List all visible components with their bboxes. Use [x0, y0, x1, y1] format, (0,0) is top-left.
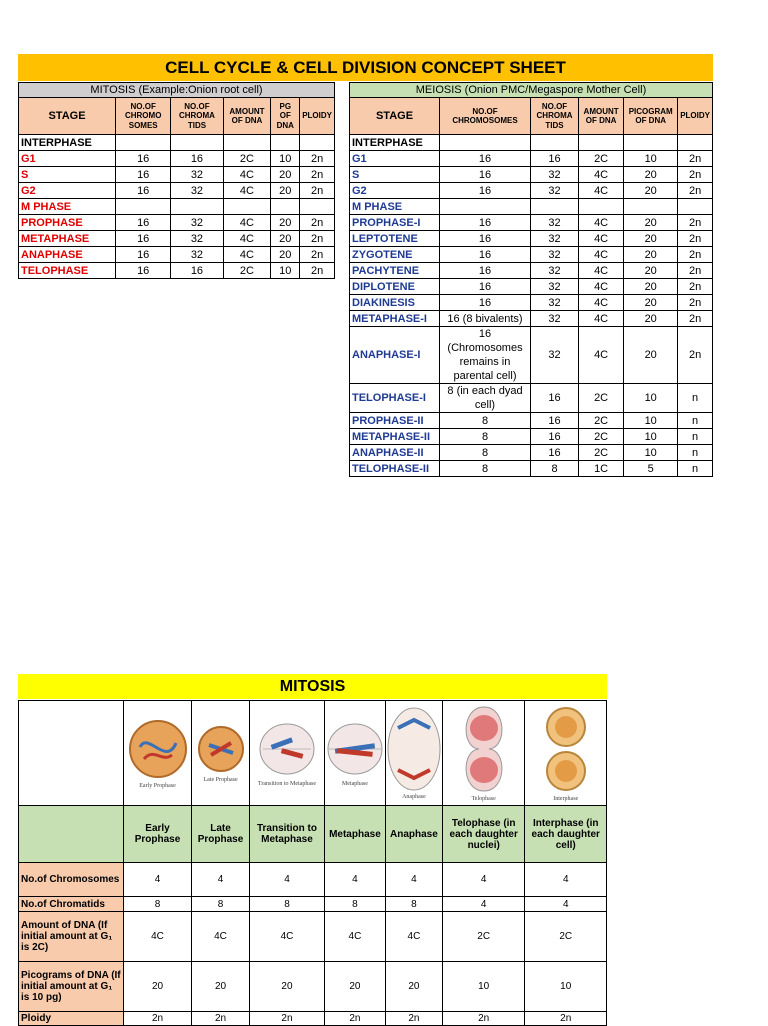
value-cell: 16: [440, 231, 531, 247]
stage-image-cell: [525, 701, 607, 806]
value-cell: [624, 199, 678, 215]
value-cell: 4C: [579, 279, 624, 295]
stage-cell: G2: [350, 183, 440, 199]
value-cell: 2n: [300, 263, 335, 279]
value-cell: 16: [116, 183, 171, 199]
value-cell: 16: [531, 413, 579, 429]
stage-label: Early Prophase: [124, 806, 192, 863]
value-cell: 20: [624, 231, 678, 247]
table-row: [19, 151, 335, 167]
value-cell: [300, 199, 335, 215]
stage-cell: S: [350, 167, 440, 183]
value-cell: 2n: [300, 167, 335, 183]
value-cell: n: [678, 429, 713, 445]
stage-cell: S: [19, 167, 116, 183]
value-cell: 8: [440, 429, 531, 445]
value-cell: 32: [531, 327, 579, 384]
value-cell: [440, 199, 531, 215]
stage-label: Interphase (in each daughter cell): [525, 806, 607, 863]
value-cell: 8: [440, 461, 531, 477]
stage-label: Transition to Metaphase: [250, 806, 325, 863]
value-cell: 10: [624, 413, 678, 429]
col-dna: AMOUNT OF DNA: [579, 98, 624, 135]
stage-cell: PACHYTENE: [350, 263, 440, 279]
value-cell: 20: [624, 295, 678, 311]
value-cell: 2n: [678, 167, 713, 183]
table-row: [19, 863, 607, 897]
value-cell: [531, 135, 579, 151]
table-row: [350, 445, 713, 461]
value-cell: 20: [624, 183, 678, 199]
col-stage: STAGE: [350, 98, 440, 135]
value-cell: 4: [442, 897, 525, 912]
table-row: [19, 912, 607, 962]
value-cell: 32: [531, 263, 579, 279]
value-cell: 16: [116, 215, 171, 231]
value-cell: 2n: [678, 327, 713, 384]
early-prophase-cell-icon: [124, 701, 191, 805]
stage-label: Telophase (in each daughter nuclei): [442, 806, 525, 863]
stage-cell: G1: [350, 151, 440, 167]
value-cell: 2n: [324, 1012, 385, 1026]
col-chromatids: NO.OF CHROMA TIDS: [531, 98, 579, 135]
value-cell: 16: [531, 384, 579, 413]
stage-image-cell: [442, 701, 525, 806]
value-cell: 2n: [300, 231, 335, 247]
table-row: [350, 231, 713, 247]
value-cell: 32: [531, 311, 579, 327]
value-cell: 2C: [579, 413, 624, 429]
value-cell: 4: [525, 863, 607, 897]
stage-cell: M PHASE: [19, 199, 116, 215]
value-cell: 32: [171, 167, 223, 183]
value-cell: 32: [531, 279, 579, 295]
table-row: [350, 413, 713, 429]
value-cell: 20: [271, 247, 300, 263]
value-cell: [579, 135, 624, 151]
value-cell: 32: [531, 231, 579, 247]
value-cell: 20: [624, 279, 678, 295]
stage-image-cell: [250, 701, 325, 806]
value-cell: 16: [531, 151, 579, 167]
value-cell: n: [678, 384, 713, 413]
table-row: [19, 199, 335, 215]
value-cell: 4C: [223, 167, 271, 183]
value-cell: 16 (Chromosomes remains in parental cell): [440, 327, 531, 384]
stage-cell: PROPHASE-I: [350, 215, 440, 231]
value-cell: 2C: [442, 912, 525, 962]
value-cell: 16: [171, 151, 223, 167]
value-cell: 4C: [579, 247, 624, 263]
col-chromatids: NO.OF CHROMA TIDS: [171, 98, 223, 135]
value-cell: 8: [250, 897, 325, 912]
value-cell: 16: [171, 263, 223, 279]
value-cell: 10: [442, 962, 525, 1012]
value-cell: 16: [440, 279, 531, 295]
value-cell: 4C: [579, 311, 624, 327]
value-cell: [440, 135, 531, 151]
image-caption: Interphase: [553, 796, 579, 802]
mitosis-table: [18, 82, 335, 279]
value-cell: n: [678, 461, 713, 477]
value-cell: 4C: [223, 231, 271, 247]
value-cell: 32: [531, 295, 579, 311]
value-cell: [678, 199, 713, 215]
value-cell: 16: [116, 167, 171, 183]
stage-cell: DIPLOTENE: [350, 279, 440, 295]
value-cell: 2n: [678, 183, 713, 199]
value-cell: 2n: [678, 231, 713, 247]
col-chromosomes: NO.OF CHROMO SOMES: [116, 98, 171, 135]
table-row: [350, 167, 713, 183]
value-cell: 20: [192, 962, 250, 1012]
table-row: [19, 1012, 607, 1026]
value-cell: 2n: [385, 1012, 442, 1026]
mitosis-figure-table: [18, 700, 607, 1026]
value-cell: 32: [171, 247, 223, 263]
value-cell: 20: [271, 183, 300, 199]
table-row: [350, 295, 713, 311]
value-cell: 8: [124, 897, 192, 912]
value-cell: 4C: [223, 215, 271, 231]
value-cell: 16: [116, 231, 171, 247]
row-label: No.of Chromatids: [19, 897, 124, 912]
table-row: [350, 384, 713, 413]
value-cell: 2n: [678, 311, 713, 327]
value-cell: 2n: [442, 1012, 525, 1026]
col-pg: PICOGRAM OF DNA: [624, 98, 678, 135]
table-row: [19, 247, 335, 263]
col-chromosomes: NO.OF CHROMOSOMES: [440, 98, 531, 135]
table-row: [350, 263, 713, 279]
value-cell: 2n: [678, 215, 713, 231]
value-cell: [271, 199, 300, 215]
value-cell: [678, 135, 713, 151]
row-label: Picograms of DNA (If initial amount at G₁ is 10 pg): [19, 962, 124, 1012]
col-stage: STAGE: [19, 98, 116, 135]
value-cell: 4C: [579, 263, 624, 279]
late-prophase-cell-icon: [192, 701, 249, 805]
value-cell: [171, 135, 223, 151]
stage-cell: INTERPHASE: [19, 135, 116, 151]
value-cell: 20: [624, 327, 678, 384]
value-cell: 16: [531, 429, 579, 445]
value-cell: 8: [440, 445, 531, 461]
value-cell: 4: [525, 897, 607, 912]
stage-cell: PROPHASE: [19, 215, 116, 231]
value-cell: 2n: [678, 247, 713, 263]
value-cell: 8: [531, 461, 579, 477]
value-cell: 16: [116, 151, 171, 167]
col-ploidy: PLOIDY: [678, 98, 713, 135]
value-cell: 16: [440, 295, 531, 311]
interphase-cell-icon: [525, 701, 606, 805]
telophase-cell-icon: [443, 701, 525, 805]
stage-cell: ANAPHASE-II: [350, 445, 440, 461]
value-cell: 4C: [223, 247, 271, 263]
value-cell: 4C: [579, 327, 624, 384]
value-cell: 4: [324, 863, 385, 897]
image-caption: Metaphase: [341, 781, 368, 787]
col-pg: PG OF DNA: [271, 98, 300, 135]
value-cell: 2n: [124, 1012, 192, 1026]
value-cell: n: [678, 413, 713, 429]
value-cell: 20: [250, 962, 325, 1012]
corner-cell: [19, 701, 124, 806]
value-cell: 2n: [678, 263, 713, 279]
value-cell: 10: [624, 445, 678, 461]
value-cell: 2C: [525, 912, 607, 962]
stage-cell: TELOPHASE-II: [350, 461, 440, 477]
table-row: [19, 897, 607, 912]
value-cell: 4C: [192, 912, 250, 962]
value-cell: 2C: [579, 445, 624, 461]
value-cell: 32: [531, 183, 579, 199]
value-cell: 20: [124, 962, 192, 1012]
anaphase-cell-icon: [386, 701, 442, 805]
row-label: Amount of DNA (If initial amount at G₁ is 2C): [19, 912, 124, 962]
mitosis-figure-title: MITOSIS: [18, 674, 607, 699]
value-cell: 2n: [300, 215, 335, 231]
table-row: [19, 183, 335, 199]
stage-cell: DIAKINESIS: [350, 295, 440, 311]
table-row: [19, 263, 335, 279]
value-cell: 32: [171, 215, 223, 231]
table-row: [350, 151, 713, 167]
value-cell: 2n: [300, 247, 335, 263]
stage-cell: G1: [19, 151, 116, 167]
stage-cell: M PHASE: [350, 199, 440, 215]
value-cell: 16: [440, 183, 531, 199]
value-cell: [531, 199, 579, 215]
value-cell: [116, 135, 171, 151]
value-cell: 16: [116, 263, 171, 279]
value-cell: 20: [385, 962, 442, 1012]
value-cell: 2n: [250, 1012, 325, 1026]
value-cell: 4: [192, 863, 250, 897]
value-cell: 2n: [678, 279, 713, 295]
value-cell: 4: [385, 863, 442, 897]
stage-cell: LEPTOTENE: [350, 231, 440, 247]
value-cell: 16: [440, 151, 531, 167]
stage-cell: INTERPHASE: [350, 135, 440, 151]
value-cell: 4C: [250, 912, 325, 962]
col-ploidy: PLOIDY: [300, 98, 335, 135]
value-cell: 2n: [192, 1012, 250, 1026]
value-cell: [579, 199, 624, 215]
value-cell: 32: [171, 183, 223, 199]
table-row: [350, 461, 713, 477]
stage-image-cell: [385, 701, 442, 806]
value-cell: 32: [531, 215, 579, 231]
value-cell: 2C: [223, 263, 271, 279]
row-label: Ploidy: [19, 1012, 124, 1026]
table-row: [19, 167, 335, 183]
value-cell: 20: [624, 247, 678, 263]
value-cell: 10: [624, 384, 678, 413]
value-cell: 2n: [300, 151, 335, 167]
value-cell: 8: [192, 897, 250, 912]
value-cell: [223, 199, 271, 215]
table-row: [350, 199, 713, 215]
value-cell: 4: [442, 863, 525, 897]
value-cell: 20: [624, 311, 678, 327]
table-row: [350, 183, 713, 199]
mitosis-heading: MITOSIS (Example:Onion root cell): [19, 83, 335, 98]
stage-image-cell: [324, 701, 385, 806]
table-row: [350, 429, 713, 445]
value-cell: [116, 199, 171, 215]
value-cell: [300, 135, 335, 151]
stage-label: Metaphase: [324, 806, 385, 863]
value-cell: 10: [525, 962, 607, 1012]
value-cell: 4: [250, 863, 325, 897]
value-cell: 2C: [579, 384, 624, 413]
stage-cell: TELOPHASE: [19, 263, 116, 279]
value-cell: 2C: [223, 151, 271, 167]
image-caption: Early Prophase: [139, 783, 176, 789]
value-cell: 4C: [124, 912, 192, 962]
value-cell: 2C: [579, 151, 624, 167]
value-cell: 16: [440, 167, 531, 183]
value-cell: 4C: [324, 912, 385, 962]
value-cell: 8: [440, 413, 531, 429]
table-row: [19, 215, 335, 231]
stage-label: Late Prophase: [192, 806, 250, 863]
table-row: [350, 215, 713, 231]
value-cell: 16: [531, 445, 579, 461]
meiosis-heading: MEIOSIS (Onion PMC/Megaspore Mother Cell): [350, 83, 713, 98]
table-row: [350, 327, 713, 384]
value-cell: 20: [624, 263, 678, 279]
table-row: [350, 247, 713, 263]
table-row: [19, 231, 335, 247]
value-cell: 4C: [579, 295, 624, 311]
stage-cell: METAPHASE-II: [350, 429, 440, 445]
metaphase-cell-icon: [325, 701, 385, 805]
value-cell: 16: [440, 215, 531, 231]
corner-cell: [19, 806, 124, 863]
stage-cell: ANAPHASE: [19, 247, 116, 263]
stage-label: Anaphase: [385, 806, 442, 863]
table-row: [19, 962, 607, 1012]
value-cell: 4: [124, 863, 192, 897]
value-cell: 32: [531, 247, 579, 263]
value-cell: 8: [324, 897, 385, 912]
value-cell: [624, 135, 678, 151]
value-cell: 2n: [525, 1012, 607, 1026]
stage-image-cell: [124, 701, 192, 806]
value-cell: 32: [171, 231, 223, 247]
value-cell: 2n: [300, 183, 335, 199]
image-caption: Telophase: [471, 796, 496, 802]
value-cell: 2n: [678, 295, 713, 311]
value-cell: 10: [271, 151, 300, 167]
stage-cell: METAPHASE: [19, 231, 116, 247]
value-cell: n: [678, 445, 713, 461]
stage-cell: PROPHASE-II: [350, 413, 440, 429]
col-dna: AMOUNT OF DNA: [223, 98, 271, 135]
value-cell: 10: [624, 151, 678, 167]
value-cell: 4C: [385, 912, 442, 962]
value-cell: 10: [624, 429, 678, 445]
value-cell: 4C: [579, 215, 624, 231]
value-cell: 16: [116, 247, 171, 263]
value-cell: 20: [271, 215, 300, 231]
value-cell: [223, 135, 271, 151]
value-cell: 8: [385, 897, 442, 912]
value-cell: 20: [271, 167, 300, 183]
value-cell: 20: [624, 167, 678, 183]
image-caption: Late Prophase: [203, 777, 238, 783]
value-cell: 2n: [678, 151, 713, 167]
value-cell: [171, 199, 223, 215]
stage-image-cell: [192, 701, 250, 806]
image-caption: Anaphase: [402, 794, 426, 800]
value-cell: [271, 135, 300, 151]
value-cell: 20: [624, 215, 678, 231]
image-caption: Transition to Metaphase: [257, 781, 317, 787]
transition-metaphase-cell-icon: [250, 701, 324, 805]
table-row: [350, 135, 713, 151]
value-cell: 20: [324, 962, 385, 1012]
value-cell: 4C: [223, 183, 271, 199]
value-cell: 16: [440, 263, 531, 279]
stage-cell: TELOPHASE-I: [350, 384, 440, 413]
value-cell: 1C: [579, 461, 624, 477]
stage-cell: ZYGOTENE: [350, 247, 440, 263]
table-row: [350, 311, 713, 327]
value-cell: 2C: [579, 429, 624, 445]
value-cell: 10: [271, 263, 300, 279]
sheet-title: CELL CYCLE & CELL DIVISION CONCEPT SHEET: [18, 54, 713, 81]
value-cell: 20: [271, 231, 300, 247]
value-cell: 8 (in each dyad cell): [440, 384, 531, 413]
value-cell: 32: [531, 167, 579, 183]
value-cell: 16 (8 bivalents): [440, 311, 531, 327]
value-cell: 16: [440, 247, 531, 263]
value-cell: 4C: [579, 183, 624, 199]
stage-cell: ANAPHASE-I: [350, 327, 440, 384]
stage-cell: METAPHASE-I: [350, 311, 440, 327]
meiosis-table: [349, 82, 713, 477]
table-row: [19, 135, 335, 151]
value-cell: 5: [624, 461, 678, 477]
value-cell: 4C: [579, 167, 624, 183]
table-row: [350, 279, 713, 295]
stage-cell: G2: [19, 183, 116, 199]
value-cell: 4C: [579, 231, 624, 247]
row-label: No.of Chromosomes: [19, 863, 124, 897]
